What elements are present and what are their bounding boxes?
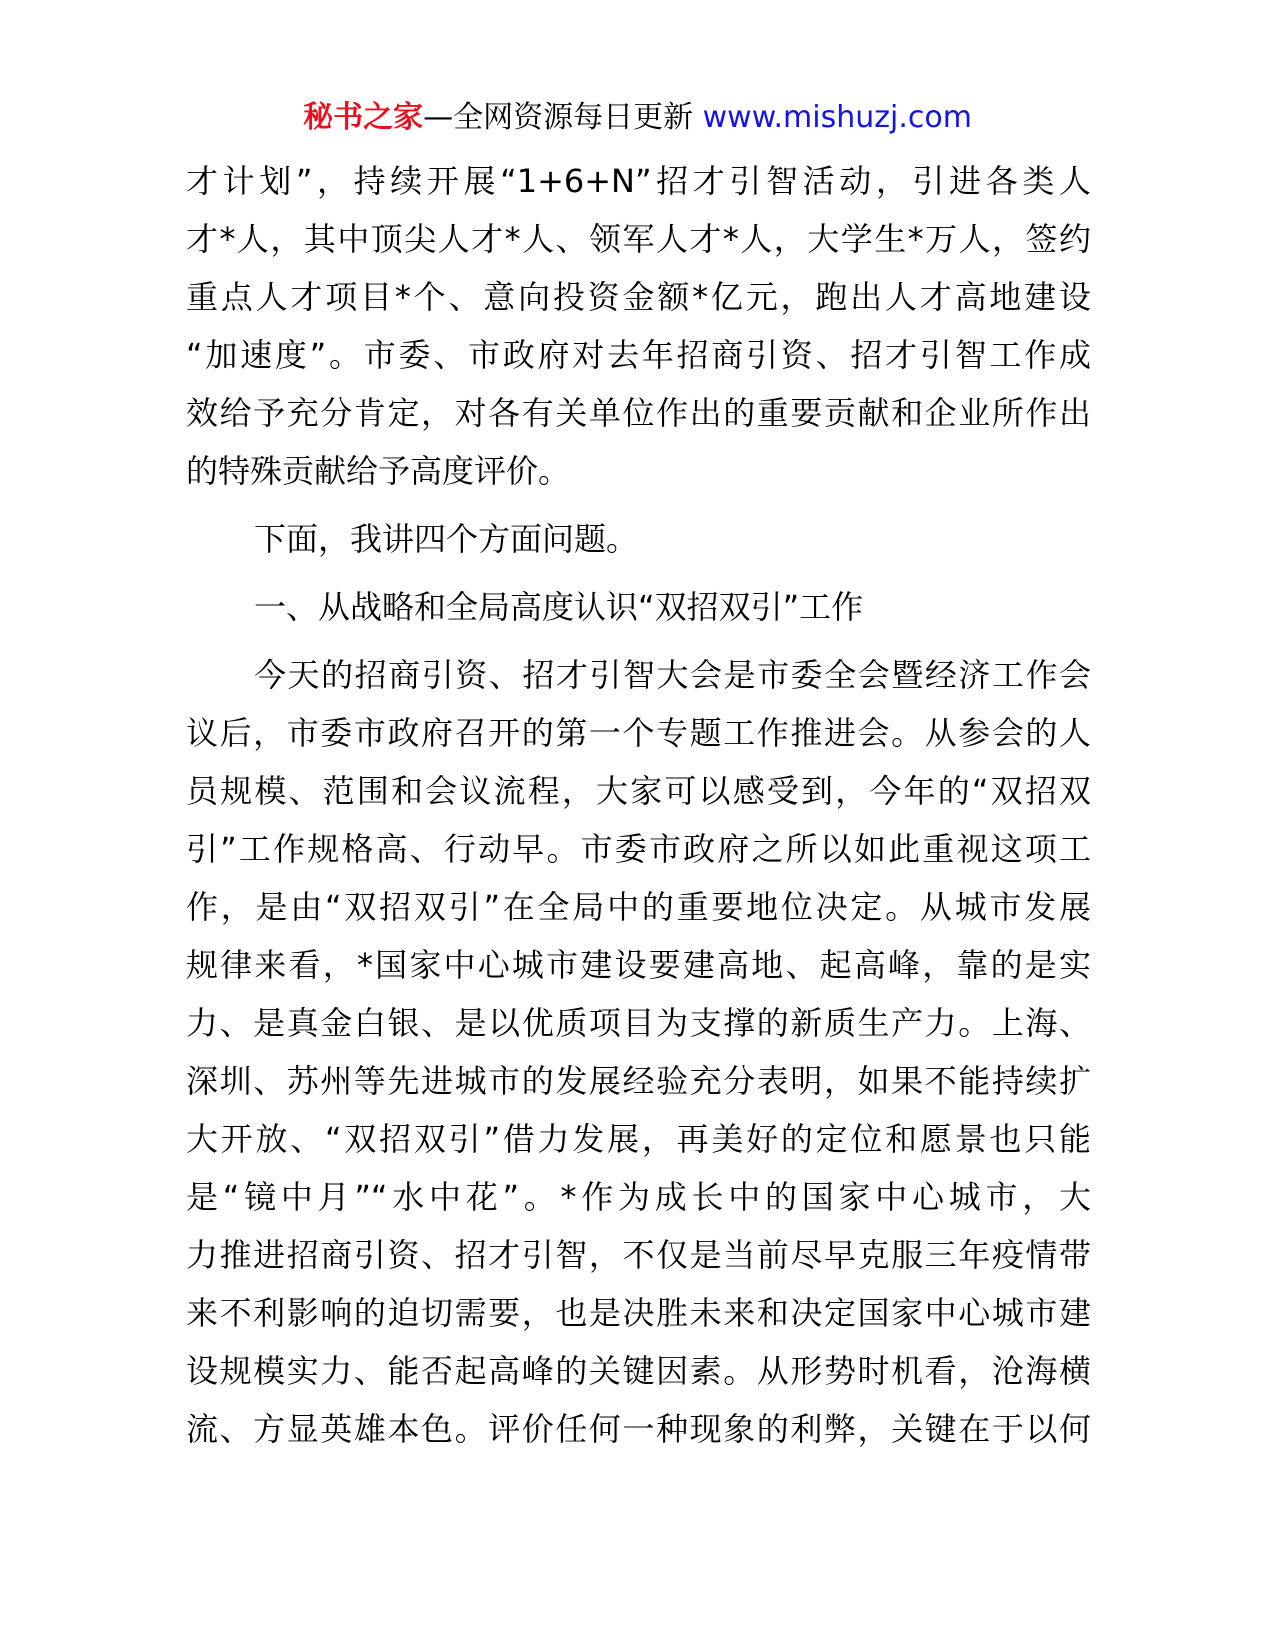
header-url-link[interactable]: www.mishuzj.com — [702, 100, 972, 135]
text-line: 议后，市委市政府召开的第一个专题工作推进会。从参会的人 — [186, 714, 1091, 752]
header-brand: 秘书之家 — [303, 100, 424, 135]
text-line: 引”工作规格高、行动早。市委市政府之所以如此重视这项工 — [186, 830, 1091, 868]
page-header — [0, 98, 1275, 138]
paragraph-3 — [186, 646, 1091, 1458]
text-line: “加速度”。市委、市政府对去年招商引资、招才引智工作成 — [186, 336, 1091, 374]
text-line: 员规模、范围和会议流程，大家可以感受到，今年的“双招双 — [186, 772, 1091, 810]
text-line: 力推进招商引资、招才引智，不仅是当前尽早克服三年疫情带 — [186, 1236, 1091, 1274]
text-line: 今天的招商引资、招才引智大会是市委全会暨经济工作会 — [254, 656, 1091, 694]
text-line: 流、方显英雄本色。评价任何一种现象的利弊，关键在于以何 — [186, 1410, 1091, 1448]
document-body — [186, 152, 1091, 1458]
section-heading-1 — [186, 578, 1091, 636]
text-line: 效给予充分肯定，对各有关单位作出的重要贡献和企业所作出 — [186, 394, 1091, 432]
text-line: 大开放、“双招双引”借力发展，再美好的定位和愿景也只能 — [186, 1120, 1091, 1158]
text-line: 来不利影响的迫切需要，也是决胜未来和决定国家中心城市建 — [186, 1294, 1091, 1332]
paragraph-1 — [186, 152, 1091, 500]
text-line: 规律来看，*国家中心城市建设要建高地、起高峰，靠的是实 — [186, 946, 1091, 984]
text-line: 是“镜中月”“水中花”。*作为成长中的国家中心城市，大 — [186, 1178, 1091, 1216]
text-line: 作，是由“双招双引”在全局中的重要地位决定。从城市发展 — [186, 888, 1091, 926]
text-line: 力、是真金白银、是以优质项目为支撑的新质生产力。上海、 — [186, 1004, 1091, 1042]
paragraph-2 — [186, 510, 1091, 568]
text-line: 重点人才项目*个、意向投资金额*亿元，跑出人才高地建设 — [186, 278, 1091, 316]
text-line: 下面，我讲四个方面问题。 — [254, 520, 639, 558]
text-line: 一、从战略和全局高度认识“双招双引”工作 — [254, 588, 864, 626]
text-line: 设规模实力、能否起高峰的关键因素。从形势时机看，沧海横 — [186, 1352, 1091, 1390]
header-slogan: —全网资源每日更新 — [423, 100, 694, 135]
text-line: 深圳、苏州等先进城市的发展经验充分表明，如果不能持续扩 — [186, 1062, 1091, 1100]
text-line: 的特殊贡献给予高度评价。 — [186, 452, 571, 490]
text-line: 才计划”，持续开展“1+6+N”招才引智活动，引进各类人 — [186, 162, 1091, 200]
text-line: 才*人，其中顶尖人才*人、领军人才*人，大学生*万人，签约 — [186, 220, 1091, 258]
